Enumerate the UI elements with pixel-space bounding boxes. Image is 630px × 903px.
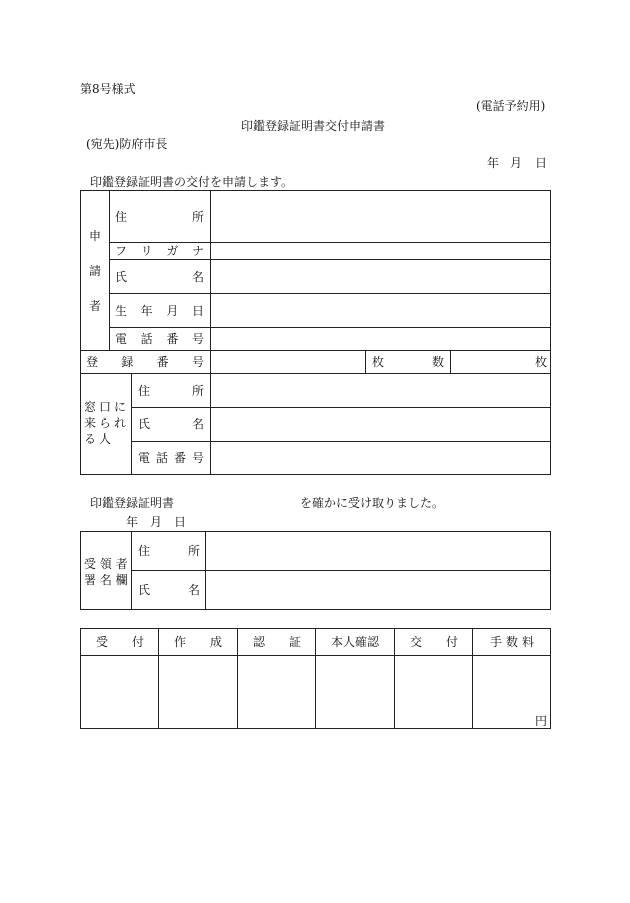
receipt-name-label: 氏 名 [138, 583, 200, 597]
copies-unit: 枚 [535, 355, 548, 369]
visitor-label: 窓口に 来られ る人 [84, 400, 130, 446]
registration-number-field[interactable] [211, 351, 365, 373]
page-title: 印鑑登録証明書交付申請書 [241, 119, 386, 133]
receipt-text-before: 印鑑登録証明書 [90, 496, 175, 510]
receipt-month-label: 月 [150, 515, 163, 529]
office-header-reception: 受 付 [96, 635, 144, 649]
intro-text: 印鑑登録証明書の交付を申請します。 [90, 175, 294, 189]
month-label: 月 [510, 156, 523, 170]
receipt-count-field[interactable] [190, 492, 295, 510]
addressee: (宛先)防府市長 [86, 137, 168, 151]
applicant-label-2: 請 [89, 264, 102, 278]
applicant-name-label: 氏 名 [115, 270, 204, 284]
day-label: 日 [535, 156, 548, 170]
office-header-certification: 認 証 [253, 635, 301, 649]
receipt-address-label: 住 所 [138, 544, 200, 558]
form-number: 第8号様式 [80, 82, 136, 96]
applicant-name-field[interactable] [211, 260, 550, 293]
fee-unit: 円 [535, 714, 548, 728]
applicant-label-3: 者 [89, 299, 102, 313]
reservation-note: (電話予約用) [476, 99, 546, 113]
applicant-furigana-label: フ リ ガ ナ [115, 244, 204, 258]
applicant-address-field[interactable] [211, 191, 550, 242]
receipt-text-after: を確かに受け取りました。 [300, 496, 445, 510]
copies-field[interactable] [451, 351, 531, 373]
receipt-name-field[interactable] [206, 571, 550, 609]
receipt-signer-label: 受 領 者 署 名 欄 [84, 557, 128, 587]
applicant-birthdate-label: 生 年 月 日 [115, 304, 204, 318]
applicant-label-1: 申 [89, 229, 102, 243]
visitor-phone-field[interactable] [211, 442, 550, 474]
office-header-fee: 手 数 料 [490, 635, 534, 649]
receipt-day-label: 日 [174, 515, 187, 529]
applicant-birthdate-field[interactable] [211, 294, 550, 327]
office-header-identity-check: 本人確認 [330, 635, 379, 649]
visitor-address-label: 住 所 [138, 384, 204, 398]
office-header-creation: 作 成 [174, 635, 222, 649]
applicant-phone-label: 電 話 番 号 [115, 332, 204, 346]
receipt-year-label: 年 [126, 515, 139, 529]
office-header-delivery: 交 付 [410, 635, 458, 649]
year-label: 年 [487, 156, 500, 170]
visitor-address-field[interactable] [211, 374, 550, 407]
registration-number-label: 登 録 番 号 [86, 355, 204, 369]
applicant-phone-field[interactable] [211, 328, 550, 350]
visitor-name-label: 氏 名 [138, 417, 204, 431]
receipt-address-field[interactable] [206, 532, 550, 570]
applicant-furigana-field[interactable] [211, 243, 550, 259]
visitor-name-field[interactable] [211, 408, 550, 441]
applicant-address-label: 住 所 [115, 210, 204, 224]
visitor-phone-label: 電 話 番 号 [138, 451, 204, 465]
copies-label: 枚 数 [372, 355, 444, 369]
